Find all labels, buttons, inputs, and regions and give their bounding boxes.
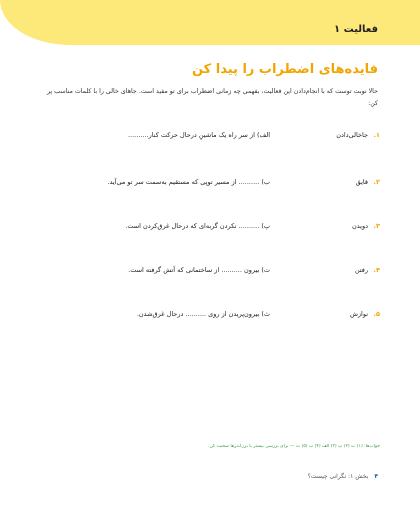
row-sentence: الف) از سر راه یک ماشینِ درحال حرکت کنار.......... bbox=[127, 131, 270, 139]
exercise-row bbox=[40, 222, 380, 234]
row-sentence: ث) بیرون‌پریدن از روی .......... درحال غرق‌شدن. bbox=[136, 310, 270, 318]
activity-label: فعالیت ۱ bbox=[334, 24, 378, 35]
exercise-row bbox=[40, 131, 380, 143]
page-title: فایده‌های اضطراب را پیدا کن bbox=[191, 62, 378, 77]
row-number: ۵. bbox=[373, 310, 380, 318]
row-sentence: ب) .......... از مسیر توپی که مستقیم به‌سمت سر تو می‌آید. bbox=[107, 178, 270, 186]
row-sentence: ت) بیرون .......... از ساختمانی که آتش گرفته است. bbox=[128, 266, 270, 274]
page-number: ۴ bbox=[374, 473, 378, 480]
page-footer bbox=[308, 473, 378, 480]
exercise-row bbox=[40, 178, 380, 190]
row-number: ۳. bbox=[373, 222, 380, 230]
row-word: نوازش bbox=[349, 310, 368, 318]
row-sentence: پ) .......... نکردن گربه‌ای که درحال غرق‌کردن است. bbox=[125, 222, 270, 230]
intro-paragraph: حالا نوبت توست که با انجام‌دادن این فعالیت، بفهمی چه زمانی اضطراب برای تو مفید است. جاهای خالی را با کلمات مناسب پر کن: bbox=[46, 88, 378, 107]
row-number: ۱. bbox=[373, 131, 380, 139]
header-bar bbox=[0, 0, 420, 45]
row-number: ۴. bbox=[373, 266, 380, 274]
row-number: ۲. bbox=[373, 178, 380, 186]
exercise-row bbox=[40, 266, 380, 278]
row-word: دویدن bbox=[351, 222, 368, 230]
section-label: بخش ۱: نگرانی چیست؟ bbox=[307, 473, 369, 480]
row-word: قایق bbox=[355, 178, 368, 186]
row-word: جاخالی‌دادن bbox=[336, 131, 368, 139]
answer-strip: جواب‌ها: (۱) ت (۲) پ (۳) الف (۴) ب (۵) ث — برای بررسی بیشتر با بزرگ‌ترها صحبت کن bbox=[209, 444, 380, 449]
row-word: رفتن bbox=[354, 266, 368, 274]
exercise-row bbox=[40, 310, 380, 322]
